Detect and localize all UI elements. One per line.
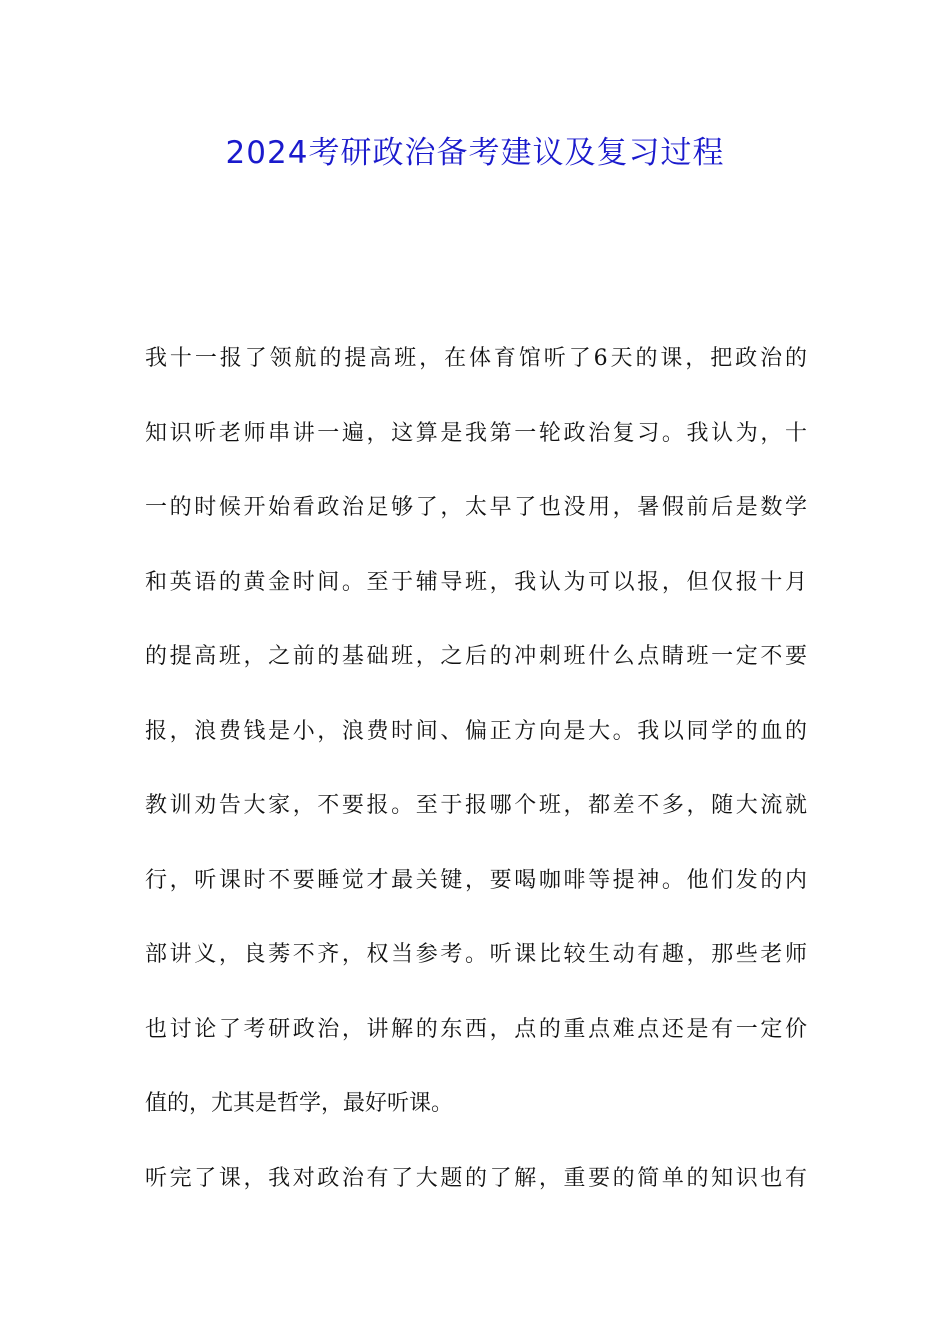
paragraph-line: 的提高班，之前的基础班，之后的冲刺班什么点睛班一定不要 bbox=[145, 644, 807, 669]
paragraph-line: 和英语的黄金时间。至于辅导班，我认为可以报，但仅报十月 bbox=[145, 569, 807, 595]
paragraph-line: 行，听课时不要睡觉才最关键，要喝咖啡等提神。他们发的内 bbox=[145, 867, 807, 893]
paragraph-2 bbox=[145, 1142, 807, 1217]
paragraph-line: 教训劝告大家，不要报。至于报哪个班，都差不多，随大流就 bbox=[145, 793, 807, 818]
paragraph-1 bbox=[145, 322, 807, 1142]
paragraph-line: 部讲义，良莠不齐，权当参考。听课比较生动有趣，那些老师 bbox=[145, 942, 807, 967]
paragraph-line: 知识听老师串讲一遍，这算是我第一轮政治复习。我认为，十 bbox=[145, 420, 807, 446]
paragraph-line: 报，浪费钱是小，浪费时间、偏正方向是大。我以同学的血的 bbox=[145, 718, 807, 744]
paragraph-line: 听完了课，我对政治有了大题的了解，重要的简单的知识也有 bbox=[145, 1166, 807, 1191]
paragraph-line: 我十一报了领航的提高班，在体育馆听了6天的课，把政治的 bbox=[145, 346, 807, 371]
paragraph-line: 值的，尤其是哲学，最好听课。 bbox=[145, 1091, 454, 1116]
paragraph-line: 一的时候开始看政治足够了，太早了也没用，暑假前后是数学 bbox=[145, 495, 807, 520]
document-title: 2024考研政治备考建议及复习过程 bbox=[225, 135, 725, 171]
paragraph-line: 也讨论了考研政治，讲解的东西，点的重点难点还是有一定价 bbox=[145, 1016, 807, 1042]
